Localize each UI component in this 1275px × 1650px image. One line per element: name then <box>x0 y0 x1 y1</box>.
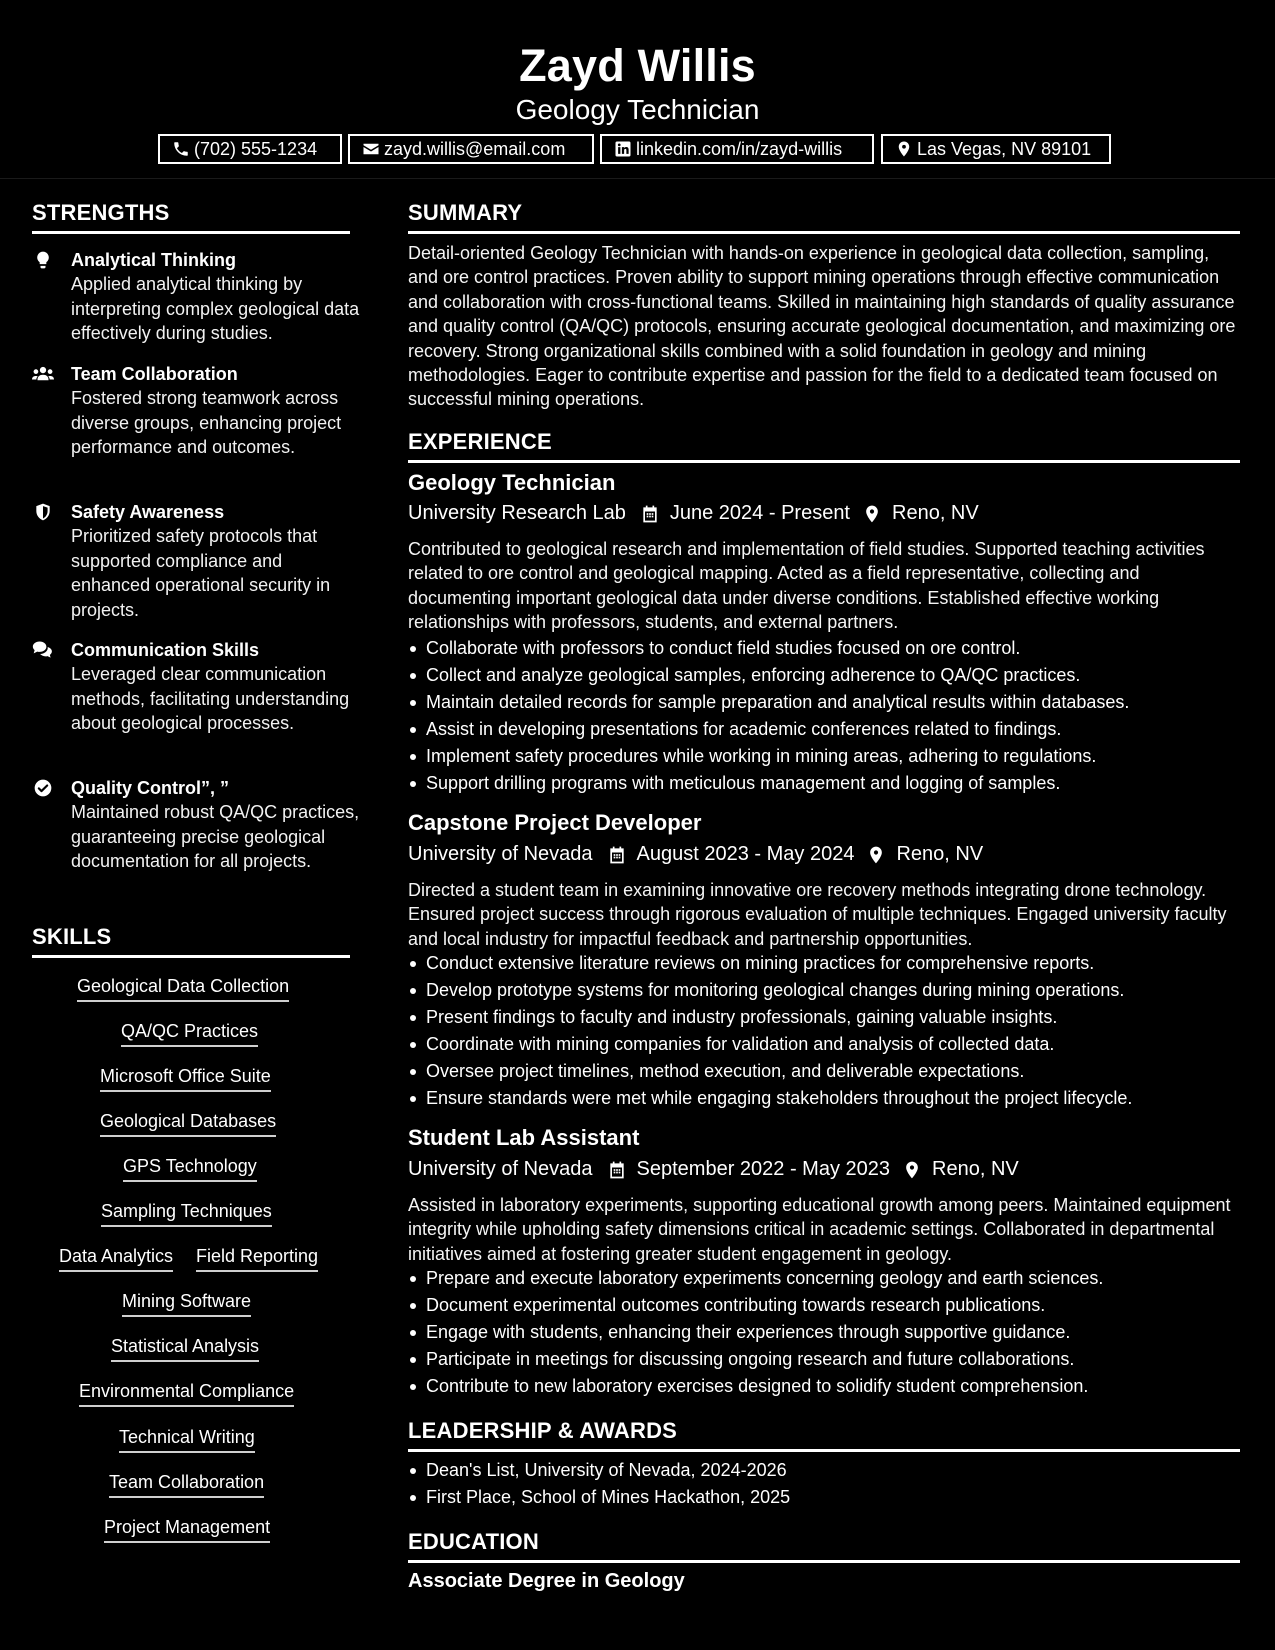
job-dates: September 2022 - May 2023 <box>636 1158 891 1180</box>
bullet-item: Collect and analyze geological samples, enforcing adherence to QA/QC practices. <box>408 662 1240 689</box>
calendar-icon <box>640 504 660 524</box>
strength-title: Analytical Thinking <box>71 250 237 270</box>
skill-tag: GPS Technology <box>123 1154 257 1182</box>
bullet-item: Contribute to new laboratory exercises designed to solidify student comprehension. <box>408 1373 1240 1400</box>
skill-tag: Team Collaboration <box>109 1470 264 1498</box>
bullet-item: Assist in developing presentations for academic conferences related to findings. <box>408 716 1240 743</box>
bullet-item: Conduct extensive literature reviews on mining practices for comprehensive reports. <box>408 950 1240 977</box>
calendar-icon <box>607 1160 627 1180</box>
bullet-item: Document experimental outcomes contributing towards research publications. <box>408 1292 1240 1319</box>
linkedin-text: linkedin.com/in/zayd-willis <box>636 139 843 159</box>
bullet-item: Present findings to faculty and industry professionals, gaining valuable insights. <box>408 1004 1240 1031</box>
job-org: University of Nevada <box>408 1158 593 1180</box>
job-title: Student Lab Assistant <box>408 1125 640 1150</box>
candidate-role: Geology Technician <box>515 94 760 125</box>
bullet-item: Maintain detailed records for sample preparation and analytical results within databases. <box>408 689 1240 716</box>
bullet-item: Develop prototype systems for monitoring geological changes during mining operations. <box>408 977 1240 1004</box>
strength-desc: Leveraged clear communication methods, facilitating understanding about geological processes. <box>71 664 350 733</box>
contact-location[interactable] <box>881 134 1111 164</box>
job-location: Reno, NV <box>892 502 979 524</box>
leadership-heading: LEADERSHIP & AWARDS <box>408 1418 678 1443</box>
experience-rule <box>408 460 1240 463</box>
contact-phone[interactable] <box>158 134 342 164</box>
job-meta <box>408 502 979 525</box>
skill-tag: QA/QC Practices <box>121 1019 258 1047</box>
skill-tag: Technical Writing <box>119 1425 255 1453</box>
job-bullets <box>408 950 1240 1112</box>
bullet-item: Participate in meetings for discussing ongoing research and future collaborations. <box>408 1346 1240 1373</box>
map-pin-icon <box>895 140 913 158</box>
bullet-item: Coordinate with mining companies for validation and analysis of collected data. <box>408 1031 1240 1058</box>
map-pin-icon <box>862 504 882 524</box>
map-pin-icon <box>902 1160 922 1180</box>
bullet-item: Support drilling programs with meticulous management and logging of samples. <box>408 770 1240 797</box>
phone-icon <box>172 140 190 158</box>
strength-desc: Maintained robust QA/QC practices, guaranteeing precise geological documentation for all projects. <box>71 802 360 871</box>
map-pin-icon <box>866 845 886 865</box>
job-org: University of Nevada <box>408 843 593 865</box>
bullet-item: First Place, School of Mines Hackathon, 2025 <box>408 1484 1240 1511</box>
strength-title: Quality Control”, ” <box>71 778 230 798</box>
job-dates: June 2024 - Present <box>669 502 850 524</box>
strength-item <box>30 638 360 736</box>
skill-tag: Project Management <box>104 1515 270 1543</box>
location-text: Las Vegas, NV 89101 <box>917 139 1092 159</box>
phone-text: (702) 555-1234 <box>194 139 318 159</box>
job-description: Assisted in laboratory experiments, supporting educational growth among peers. Maintained equipment integrity while upholding safety dimensions critical in academic settings. Collaborated in departmental initiatives aimed at fostering greater student engagement in geology. <box>408 1195 1231 1264</box>
strength-item <box>30 362 360 460</box>
skills-rule <box>32 955 350 958</box>
contact-linkedin[interactable] <box>600 134 874 164</box>
job-description: Directed a student team in examining innovative ore recovery methods integrating drone technology. Ensured project success through rigorous evaluation of multiple techniques. Engaged university faculty and local industry for impactful feedback and partnership opportunities. <box>408 880 1227 949</box>
check-circle-icon <box>32 778 54 798</box>
bullet-item: Engage with students, enhancing their experiences through supportive guidance. <box>408 1319 1240 1346</box>
strength-title: Team Collaboration <box>71 364 238 384</box>
users-icon <box>32 364 54 384</box>
lightbulb-icon <box>32 250 54 270</box>
summary-text: Detail-oriented Geology Technician with hands-on experience in geological data collection, sampling, and ore control practices. Proven ability to support mining operations through effective communication and collaboration with cross-functional teams. Skilled in maintaining high standards of quality assurance and quality control (QA/QC) protocols, ensuring accurate geological documentation, and maximizing ore recovery. Strong organizational skills combined with a solid foundation in geology and mining methodologies. Eager to contribute expertise and passion for the field to a dedicated team focused on successful mining operations. <box>408 243 1236 410</box>
bullet-item: Ensure standards were met while engaging stakeholders throughout the project lifecycle. <box>408 1085 1240 1112</box>
education-degree: Associate Degree in Geology <box>408 1570 685 1592</box>
skill-tag: Sampling Techniques <box>101 1199 272 1227</box>
job-bullets <box>408 1265 1240 1400</box>
skill-tag: Environmental Compliance <box>79 1379 294 1407</box>
strength-item <box>30 248 360 346</box>
strength-desc: Prioritized safety protocols that supported compliance and enhanced operational security in projects. <box>71 526 331 620</box>
skill-tag: Geological Data Collection <box>77 974 289 1002</box>
skills-heading: SKILLS <box>32 924 112 949</box>
bullet-item: Oversee project timelines, method execution, and deliverable expectations. <box>408 1058 1240 1085</box>
resume-header <box>0 0 1275 179</box>
contact-email[interactable] <box>348 134 594 164</box>
job-location: Reno, NV <box>932 1158 1019 1180</box>
bullet-item: Dean's List, University of Nevada, 2024-2026 <box>408 1457 1240 1484</box>
education-heading: EDUCATION <box>408 1529 539 1554</box>
job-org: University Research Lab <box>408 502 626 524</box>
bullet-item: Collaborate with professors to conduct field studies focused on ore control. <box>408 635 1240 662</box>
skill-tag: Mining Software <box>122 1289 251 1317</box>
skill-tag: Microsoft Office Suite <box>100 1064 271 1092</box>
bullet-item: Implement safety procedures while working in mining areas, adhering to regulations. <box>408 743 1240 770</box>
strength-item <box>30 776 360 874</box>
strength-title: Safety Awareness <box>71 502 225 522</box>
bullet-item: Prepare and execute laboratory experiments concerning geology and earth sciences. <box>408 1265 1240 1292</box>
shield-icon <box>32 502 54 522</box>
summary-rule <box>408 231 1240 234</box>
summary-heading: SUMMARY <box>408 200 523 225</box>
job-dates: August 2023 - May 2024 <box>636 843 855 865</box>
strengths-heading: STRENGTHS <box>32 200 170 225</box>
envelope-icon <box>362 140 380 158</box>
skill-tag: Geological Databases <box>100 1109 276 1137</box>
job-title: Geology Technician <box>408 470 616 495</box>
email-text: zayd.willis@email.com <box>384 139 566 159</box>
job-bullets <box>408 635 1240 797</box>
job-location: Reno, NV <box>896 843 984 865</box>
experience-heading: EXPERIENCE <box>408 429 552 454</box>
linkedin-icon <box>614 140 632 158</box>
job-title: Capstone Project Developer <box>408 810 702 835</box>
strength-desc: Applied analytical thinking by interpreting complex geological data effectively during studies. <box>71 274 360 343</box>
leadership-list <box>408 1457 1240 1511</box>
strength-desc: Fostered strong teamwork across diverse groups, enhancing project performance and outcomes. <box>71 388 342 457</box>
strength-item <box>30 500 360 622</box>
calendar-icon <box>607 845 627 865</box>
strength-title: Communication Skills <box>71 640 260 660</box>
job-meta <box>408 843 983 866</box>
education-rule <box>408 1560 1240 1563</box>
job-description: Contributed to geological research and implementation of field studies. Supported teaching activities related to ore control and geological mapping. Acted as a field representative, collecting and documenting important geological data under diverse conditions. Established effective working relationships with professors, students, and external partners. <box>408 539 1205 633</box>
skill-tag: Field Reporting <box>196 1244 318 1272</box>
skill-tag: Data Analytics <box>59 1244 173 1272</box>
leadership-rule <box>408 1449 1240 1452</box>
comments-icon <box>32 640 54 660</box>
skill-tag: Statistical Analysis <box>111 1334 259 1362</box>
job-meta <box>408 1158 1019 1181</box>
candidate-name: Zayd Willis <box>519 40 756 91</box>
strengths-rule <box>32 231 350 234</box>
